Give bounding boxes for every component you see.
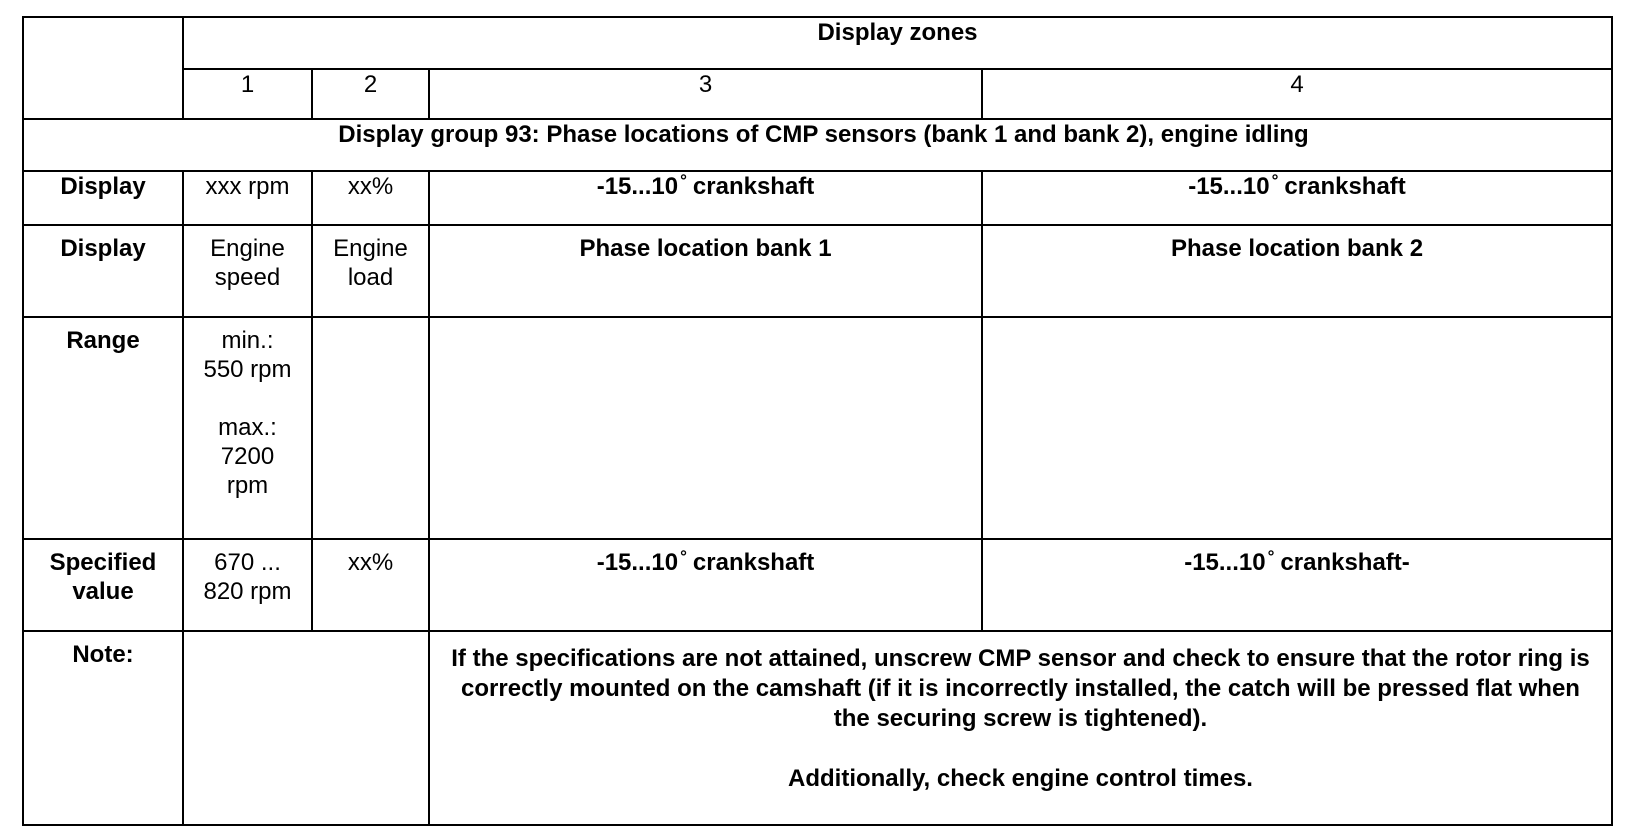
engine-load-line2: load [347, 264, 394, 291]
display-zones-heading: Display zones [183, 17, 1612, 69]
display-value-zone-2: xx% [312, 171, 429, 225]
group-title: Display group 93: Phase locations of CMP sensors (bank 1 and bank 2), engine idling [23, 119, 1612, 171]
range-spacer [184, 384, 311, 413]
zone-number-4: 4 [982, 69, 1612, 119]
range-max-label: max.: [218, 414, 277, 441]
engine-load-line1: Engine [333, 235, 408, 262]
row-label-display-names: Display [23, 225, 183, 317]
specified-rpm-line2: 820 rpm [203, 578, 292, 605]
range-row [23, 317, 1612, 539]
note-paragraph-1: If the specifications are not attained, unscrew CMP sensor and check to ensure that the rotor ring is correctly mounted on the camshaft (if it is incorrectly installed, the catch will be pressed flat when the securing screw is tightened). [451, 645, 1590, 732]
note-empty-cell [183, 631, 429, 825]
zone-number-2: 2 [312, 69, 429, 119]
degree-symbol: ° [1267, 547, 1275, 566]
corner-cell [23, 17, 183, 119]
range-max-value-line2: rpm [226, 472, 269, 499]
specified-zone-4-range: -15...10 [1184, 549, 1266, 576]
header-row-zones [23, 17, 1612, 69]
row-label-specified-value [23, 539, 183, 631]
degree-symbol: ° [680, 171, 687, 190]
specified-zone-3 [429, 539, 982, 631]
header-row-zone-numbers [23, 69, 1612, 119]
range-min-value: 550 rpm [203, 356, 292, 383]
range-max-value-line1: 7200 [220, 443, 275, 470]
zone-4-unit: crankshaft [1284, 173, 1406, 200]
display-values-row [23, 171, 1612, 225]
row-label-note: Note: [23, 631, 183, 825]
zone-number-3: 3 [429, 69, 982, 119]
display-name-zone-2 [312, 225, 429, 317]
degree-symbol: ° [1271, 171, 1279, 190]
engine-speed-line2: speed [214, 264, 281, 291]
specified-value-row [23, 539, 1612, 631]
zone-number-1: 1 [183, 69, 312, 119]
specified-label-line2: value [72, 578, 134, 605]
display-value-zone-3 [429, 171, 982, 225]
range-zone-4 [982, 317, 1612, 539]
display-name-zone-1 [183, 225, 312, 317]
specified-zone-2: xx% [312, 539, 429, 631]
specified-rpm-line1: 670 ... [214, 549, 281, 576]
specified-zone-1 [183, 539, 312, 631]
range-min-label: min.: [221, 327, 274, 354]
display-name-zone-4: Phase location bank 2 [982, 225, 1612, 317]
zone-4-range: -15...10 [1188, 173, 1270, 200]
display-value-zone-1: xxx rpm [183, 171, 312, 225]
note-paragraph-2: Additionally, check engine control times. [788, 765, 1253, 792]
row-label-range: Range [23, 317, 183, 539]
display-value-zone-4 [982, 171, 1612, 225]
range-zone-1 [183, 317, 312, 539]
engine-speed-line1: Engine [210, 235, 285, 262]
display-group-table [22, 16, 1613, 826]
zone-3-range: -15...10 [596, 173, 679, 200]
specified-zone-3-range: -15...10 [596, 549, 679, 576]
specified-zone-4 [982, 539, 1612, 631]
group-title-row [23, 119, 1612, 171]
display-names-row [23, 225, 1612, 317]
specified-label-line1: Specified [49, 549, 157, 576]
degree-symbol: ° [680, 547, 687, 566]
specified-zone-3-unit: crankshaft [692, 549, 815, 576]
note-spacer [440, 734, 1601, 764]
note-text [429, 631, 1612, 825]
range-zone-3 [429, 317, 982, 539]
note-row [23, 631, 1612, 825]
zone-3-unit: crankshaft [692, 173, 815, 200]
range-zone-2 [312, 317, 429, 539]
specified-zone-4-unit: crankshaft- [1280, 549, 1410, 576]
display-name-zone-3: Phase location bank 1 [429, 225, 982, 317]
row-label-display: Display [23, 171, 183, 225]
